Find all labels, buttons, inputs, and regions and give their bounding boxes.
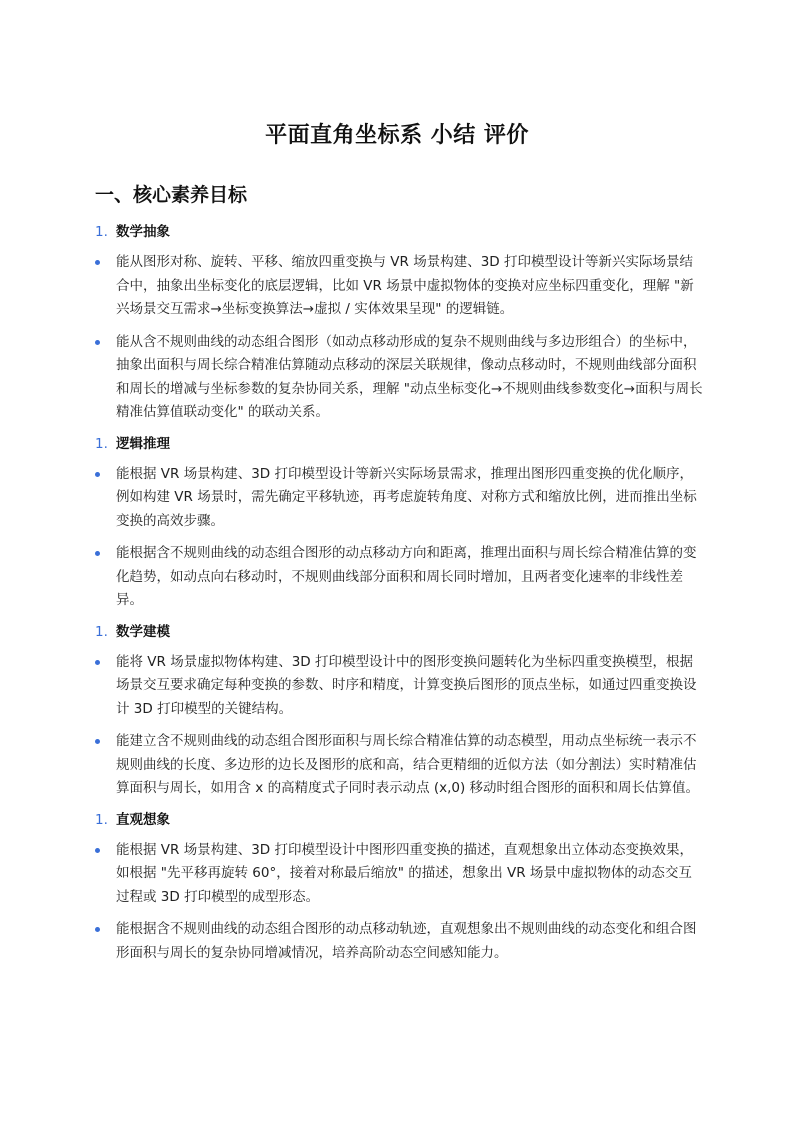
subsection-title: 直观想象 — [116, 811, 170, 828]
section-heading: 一、核心素养目标 — [95, 184, 248, 206]
subsection-heading — [95, 622, 705, 642]
page-title: 平面直角坐标系 小结 评价 — [265, 123, 529, 148]
subsection-title: 数学建模 — [116, 623, 170, 640]
list-number: 1. — [95, 224, 108, 240]
bullet-list — [95, 463, 705, 613]
bullet-dot-icon — [95, 739, 100, 744]
list-item — [95, 251, 705, 322]
bullet-dot-icon — [95, 927, 100, 932]
list-number: 1. — [95, 435, 108, 452]
bullet-text: 能根据 VR 场景构建、3D 打印模型设计中图形四重变换的描述，直观想象出立体动态变换效果，如根据 "先平移再旋转 60°，接着对称最后缩放" 的描述，想象出 VR 场景中虚拟物体的动态交互过程或 3D 打印模型的成型形态。 — [116, 841, 693, 905]
list-item — [95, 542, 705, 613]
bullet-text: 能从图形对称、旋转、平移、缩放四重变换与 VR 场景构建、3D 打印模型设计等新兴实际场景结合中，抽象出坐标变化的底层逻辑，比如 VR 场景中虚拟物体的变换对应坐标四重变化，理解 "新兴场景交互需求→坐标变换算法→虚拟 / 实体效果呈现" 的逻辑链。 — [116, 254, 694, 317]
bullet-dot-icon — [95, 551, 100, 556]
bullet-text: 能建立含不规则曲线的动态组合图形面积与周长综合精准估算的动态模型，用动点坐标统一表示不规则曲线的长度、多边形的边长及图形的底和高，结合更精细的近似方法（如分割法）实时精准估算面积与周长，如用含 x 的高精度式子同时表示动点 (x,0) 移动时组合图形的面积和周长估算值。 — [116, 733, 700, 796]
list-item — [95, 331, 705, 425]
subsection-title: 逻辑推理 — [116, 435, 170, 452]
subsection-visual-imagination — [95, 810, 705, 966]
list-item — [95, 463, 705, 534]
subsection-title: 数学抽象 — [116, 224, 170, 240]
bullet-text: 能从含不规则曲线的动态组合图形（如动点移动形成的复杂不规则曲线与多边形组合）的坐标中，抽象出面积与周长综合精准估算随动点移动的深层关联规律，像动点移动时，不规则曲线部分面积和周长的增减与坐标参数的复杂协同关系，理解 "动点坐标变化→不规则曲线参数变化→面积与周长精准估算值联动变化" 的联动关系。 — [116, 333, 703, 420]
subsection-math-modeling — [95, 622, 705, 801]
list-item — [95, 730, 705, 801]
bullet-dot-icon — [95, 260, 100, 265]
list-item — [95, 918, 705, 965]
list-item — [95, 651, 705, 722]
bullet-dot-icon — [95, 660, 100, 665]
bullet-dot-icon — [95, 340, 100, 345]
bullet-text: 能根据含不规则曲线的动态组合图形的动点移动轨迹，直观想象出不规则曲线的动态变化和组合图形面积与周长的复杂协同增减情况，培养高阶动态空间感知能力。 — [116, 921, 697, 961]
subsection-heading — [95, 222, 705, 242]
list-number: 1. — [95, 623, 108, 640]
bullet-list — [95, 651, 705, 801]
list-item — [95, 839, 705, 910]
bullet-text: 能将 VR 场景虚拟物体构建、3D 打印模型设计中的图形变换问题转化为坐标四重变换模型，根据场景交互要求确定每种变换的参数、时序和精度，计算变换后图形的顶点坐标，如通过四重变换设计 3D 打印模型的关键结构。 — [116, 653, 697, 717]
subsection-math-abstraction — [95, 222, 705, 425]
subsection-heading — [95, 434, 705, 454]
bullet-dot-icon — [95, 472, 100, 477]
list-number: 1. — [95, 811, 108, 828]
section-content — [95, 222, 705, 974]
bullet-text: 能根据含不规则曲线的动态组合图形的动点移动方向和距离，推理出面积与周长综合精准估算的变化趋势，如动点向右移动时，不规则曲线部分面积和周长同时增加，且两者变化速率的非线性差异。 — [116, 545, 697, 608]
bullet-list — [95, 839, 705, 966]
bullet-text: 能根据 VR 场景构建、3D 打印模型设计等新兴实际场景需求，推理出图形四重变换的优化顺序，例如构建 VR 场景时，需先确定平移轨迹，再考虑旋转角度、对称方式和缩放比例，进而推出坐标变换的高效步骤。 — [116, 465, 697, 529]
bullet-dot-icon — [95, 848, 100, 853]
subsection-heading — [95, 810, 705, 830]
subsection-logical-reasoning — [95, 434, 705, 613]
bullet-list — [95, 251, 705, 425]
